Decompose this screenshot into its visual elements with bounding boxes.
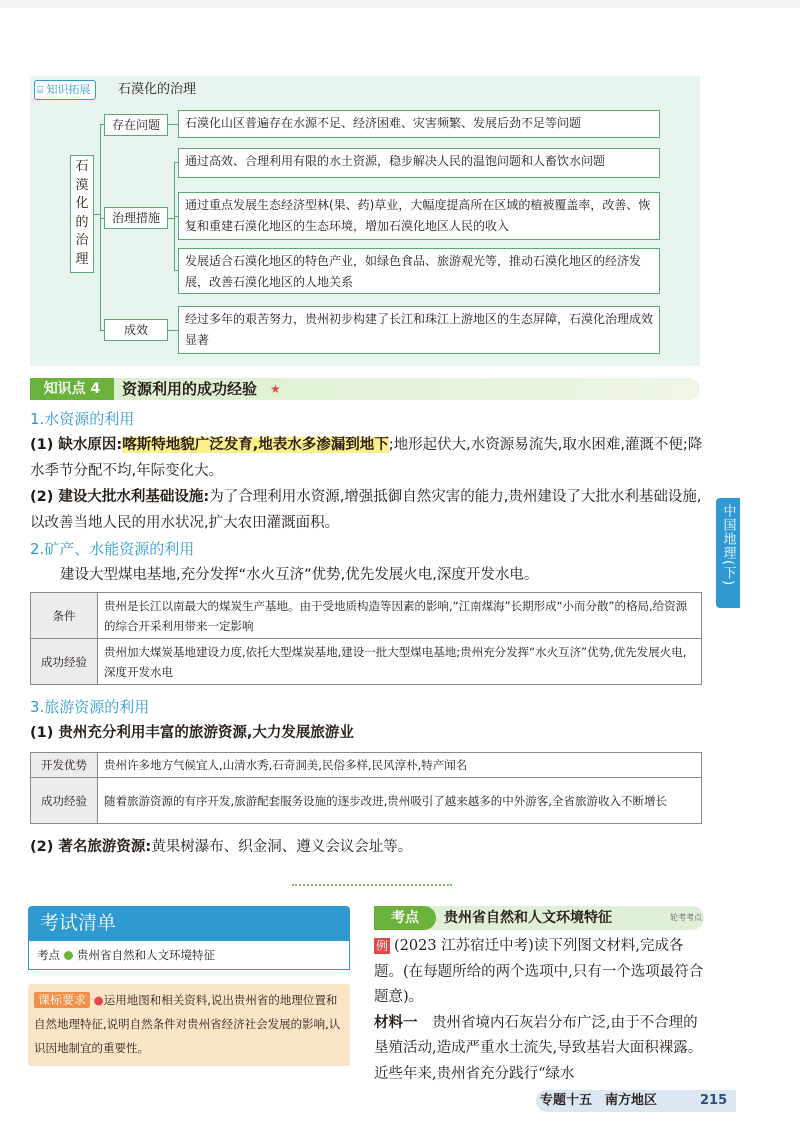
table-row [31, 639, 702, 685]
connector [168, 330, 178, 331]
table-row [31, 593, 702, 639]
water-item-1 [30, 432, 706, 484]
water-item-2 [30, 484, 706, 536]
side-tab-label: 中国地理(下) [720, 504, 736, 587]
node-measures: 治理措施 [104, 207, 168, 229]
connector [100, 124, 101, 330]
mineral-heading: 2.矿产、水能资源的利用 [30, 540, 195, 558]
knowledge-extension-title: 石漠化的治理 [118, 82, 197, 97]
exam-list-header [28, 906, 350, 940]
footer-topic: 专题十五 南方地区 [540, 1093, 658, 1108]
water-item-2-rest: 为了合理利用水资源,增强抵御自然灾害的能力,贵州建设了大批水利基础设施,以改善当地人民的用水状况,扩大农田灌溉面积。 [30, 489, 702, 531]
tourism-heading: 3.旅游资源的利用 [30, 698, 150, 716]
tourism-item-2-rest: 黄果树瀑布、织金洞、遵义会议会址等。 [151, 839, 413, 855]
mineral-row1-head: 条件 [31, 593, 98, 639]
material-text: 贵州省境内石灰岩分布广泛,由于不合理的垦殖活动,造成严重水土流失,导致基岩大面积裸露。近些年来,贵州省充分践行“绿水 [374, 1014, 703, 1082]
side-tab-chinese-geography[interactable] [716, 498, 740, 608]
table-row [31, 778, 702, 824]
top-strip [0, 0, 800, 8]
exam-list-point [28, 940, 350, 970]
tourism-row1-head: 开发优势 [31, 753, 98, 778]
tourism-row2-text: 随着旅游资源的有序开发,旅游配套服务设施的逐步改进,贵州吸引了越来越多的中外游客,全省旅游收入不断增长 [98, 778, 702, 824]
leaf-results-text: 经过多年的艰苦努力，贵州初步构建了长江和珠江上游地区的生态屏障，石漠化治理成效显著 [178, 306, 660, 354]
mineral-intro: 建设大型煤电基地,充分发挥“水火互济”优势,优先发展火电,深度开发水电。 [60, 567, 539, 583]
exam-point-small-label: 轮考考点 [670, 913, 702, 922]
example-badge: 例 [376, 939, 389, 953]
leaf-measure-2: 通过重点发展生态经济型林(果、药)草业，大幅度提高所在区域的植被覆盖率，改善、恢复和重建石漠化地区的生态环境，增加石漠化地区人民的收入 [178, 192, 660, 240]
kp4-tag: 知识点 4 [30, 378, 114, 400]
tourism-table [30, 752, 702, 824]
mineral-table [30, 592, 702, 685]
curriculum-tag: 课标要求 [34, 992, 90, 1008]
importance-star-icon: ★ [270, 382, 281, 396]
tourism-row1-text: 贵州许多地方气候宜人,山清水秀,石奇洞美,民俗多样,民风淳朴,特产闻名 [98, 753, 702, 778]
exam-point-title: 贵州省自然和人文环境特征 [444, 910, 612, 926]
section-divider [292, 884, 452, 886]
water-heading: 1.水资源的利用 [30, 410, 135, 428]
bullet-icon: ● [93, 993, 104, 1007]
mineral-row1-text: 贵州是长江以南最大的煤炭生产基地。由于受地质构造等因素的影响,“江南煤海”长期形成“小而分散”的格局,给资源的综合开采利用带来一定影响 [98, 593, 702, 639]
mineral-row2-head: 成功经验 [31, 639, 98, 685]
knowledge-extension-tag [34, 80, 96, 100]
exam-point-text: 贵州省自然和人文环境特征 [77, 948, 215, 962]
curriculum-requirement [34, 988, 346, 1060]
knowledge-extension-tag-label: 知识拓展 [46, 83, 91, 96]
exam-list-title: 考试清单 [40, 912, 117, 934]
example-text: (2023 江苏宿迁中考)读下列图文材料,完成各题。(在每题所给的两个选项中,只有一个选项最符合题意)。 [374, 938, 704, 1005]
leaf-measure-3: 发展适合石漠化地区的特色产业，如绿色食品、旅游观光等，推动石漠化地区的经济发展，改善石漠化地区的人地关系 [178, 248, 660, 294]
curriculum-text: 运用地图和相关资料,说出贵州省的地理位置和自然地理特征,说明自然条件对贵州省经济社会发展的影响,认识因地制宜的重要性。 [34, 993, 341, 1055]
page-number: 215 [700, 1093, 728, 1108]
water-item-1-label: (1) 缺水原因: [30, 437, 123, 453]
tourism-item-2 [30, 834, 706, 860]
green-dot-icon [64, 951, 73, 960]
node-problems: 存在问题 [104, 114, 168, 136]
connector [168, 124, 178, 125]
book-icon: ⌸ [37, 85, 43, 96]
tourism-item-1: (1) 贵州充分利用丰富的旅游资源,大力发展旅游业 [30, 725, 354, 741]
water-item-1-rest: ;地形起伏大,水资源易流失,取水困难,灌溉不便;降水季节分配不均,年际变化大。 [30, 437, 703, 479]
material-label: 材料一 [374, 1014, 418, 1031]
water-item-1-highlight: 喀斯特地貌广泛发育,地表水多渗漏到地下 [122, 437, 389, 453]
leaf-problems-text: 石漠化山区普遍存在水源不足、经济困难、灾害频繁、发展后劲不足等问题 [178, 110, 660, 138]
exam-point-label: 考点 [37, 948, 60, 962]
tree-root [70, 155, 94, 273]
leaf-measure-1: 通过高效、合理利用有限的水土资源，稳步解决人民的温饱问题和人畜饮水问题 [178, 148, 660, 178]
water-item-2-label: (2) 建设大批水利基础设施: [30, 489, 210, 505]
exam-point-tag: 考点 [374, 906, 436, 930]
table-row [31, 753, 702, 778]
tourism-item-2-label: (2) 著名旅游资源: [30, 839, 152, 855]
tourism-row2-head: 成功经验 [31, 778, 98, 824]
mineral-row2-text: 贵州加大煤炭基地建设力度,依托大型煤炭基地,建设一批大型煤电基地;贵州充分发挥“水火互济”优势,优先发展火电,深度开发水电 [98, 639, 702, 685]
example-question [374, 934, 704, 1087]
tree-root-label: 石漠化的治理 [75, 159, 89, 267]
kp4-title: 资源利用的成功经验 [122, 380, 258, 398]
node-results: 成效 [104, 319, 168, 341]
